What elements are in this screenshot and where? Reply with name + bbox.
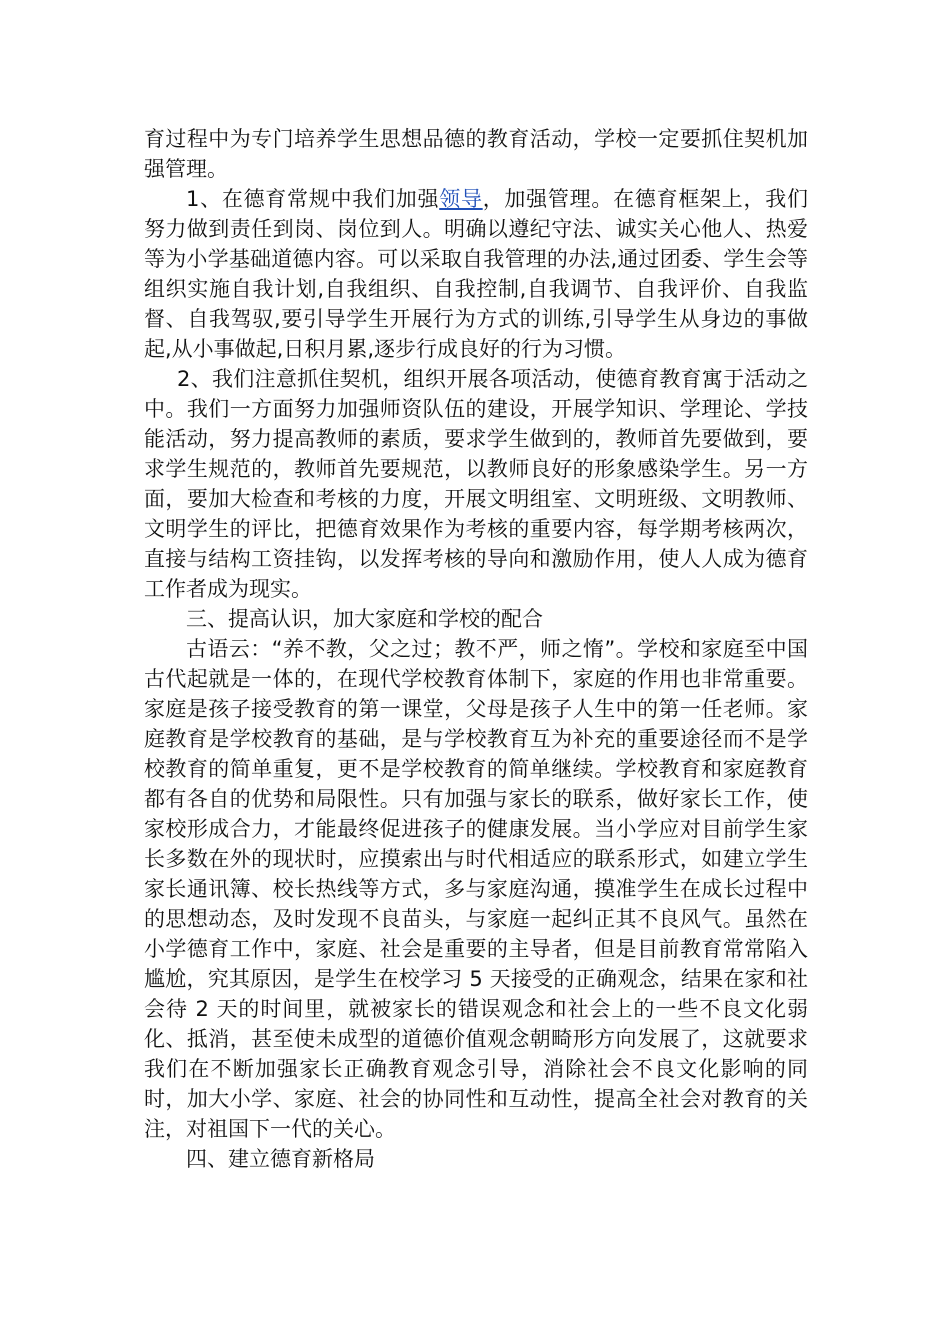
paragraph-section-3: 古语云：“养不教，父之过；教不严，师之惰”。学校和家庭至中国古代起就是一体的，在现代学校教育体制下，家庭的作用也非常重要。家庭是孩子接受教育的第一课堂，父母是孩子人生中的第一任老师。家庭教育是学校教育的基础，是与学校教育互为补充的重要途径而不是学校教育的简单重复，更不是学校教育的简单继续。学校教育和家庭教育都有各自的优势和局限性。只有加强与家长的联系，做好家长工作，使家校形成合力，才能最终促进孩子的健康发展。当小学应对目前学生家长多数在外的现状时，应摸索出与时代相适应的联系形式，如建立学生家长通讯簿、校长热线等方式，多与家庭沟通，摸准学生在成长过程中的思想动态，及时发现不良苗头，与家庭一起纠正其不良风气。虽然在小学德育工作中，家庭、社会是重要的主导者，但是目前教育常常陷入尴尬，究其原因，是学生在校学习 5 天接受的正确观念，结果在家和社会待 2 天的时间里，就被家长的错误观念和社会上的一些不良文化弱化、抵消，甚至使未成型的道德价值观念朝畸形方向发展了，这就要求我们在不断加强家长正确教育观念引导，消除社会不良文化影响的同时，加大小学、家庭、社会的协同性和互动性，提高全社会对教育的关注，对祖国下一代的关心。 bbox=[144, 637, 808, 1141]
paragraph-item-1 bbox=[144, 184, 808, 364]
paragraph-item-1-lead: 1、在德育常规中我们加强 bbox=[186, 187, 440, 211]
paragraph-continuation: 育过程中为专门培养学生思想品德的教育活动，学校一定要抓住契机加强管理。 bbox=[144, 127, 808, 181]
leadership-link[interactable]: 领导 bbox=[439, 187, 483, 211]
section-heading-3: 三、提高认识，加大家庭和学校的配合 bbox=[186, 607, 543, 631]
paragraph-item-2: 2、我们注意抓住契机，组织开展各项活动，使德育教育寓于活动之中。我们一方面努力加强师资队伍的建设，开展学知识、学理论、学技能活动，努力提高教师的素质，要求学生做到的，教师首先要做到，要求学生规范的，教师首先要规范，以教师良好的形象感染学生。另一方面，要加大检查和考核的力度，开展文明组室、文明班级、文明教师、文明学生的评比，把德育效果作为考核的重要内容，每学期考核两次，直接与结构工资挂钩，以发挥考核的导向和激励作用，使人人成为德育工作者成为现实。 bbox=[144, 367, 808, 601]
document-body bbox=[144, 124, 808, 1174]
paragraph-item-1-rest: ，加强管理。在德育框架上，我们努力做到责任到岗、岗位到人。明确以遵纪守法、诚实关心他人、热爱等为小学基础道德内容。可以采取自我管理的办法,通过团委、学生会等组织实施自我计划,自我组织、自我控制,自我调节、自我评价、自我监督、自我驾驭,要引导学生开展行为方式的训练,引导学生从身边的事做起,从小事做起,日积月累,逐步行成良好的行为习惯。 bbox=[144, 187, 808, 361]
section-heading-4: 四、建立德育新格局 bbox=[186, 1147, 375, 1171]
